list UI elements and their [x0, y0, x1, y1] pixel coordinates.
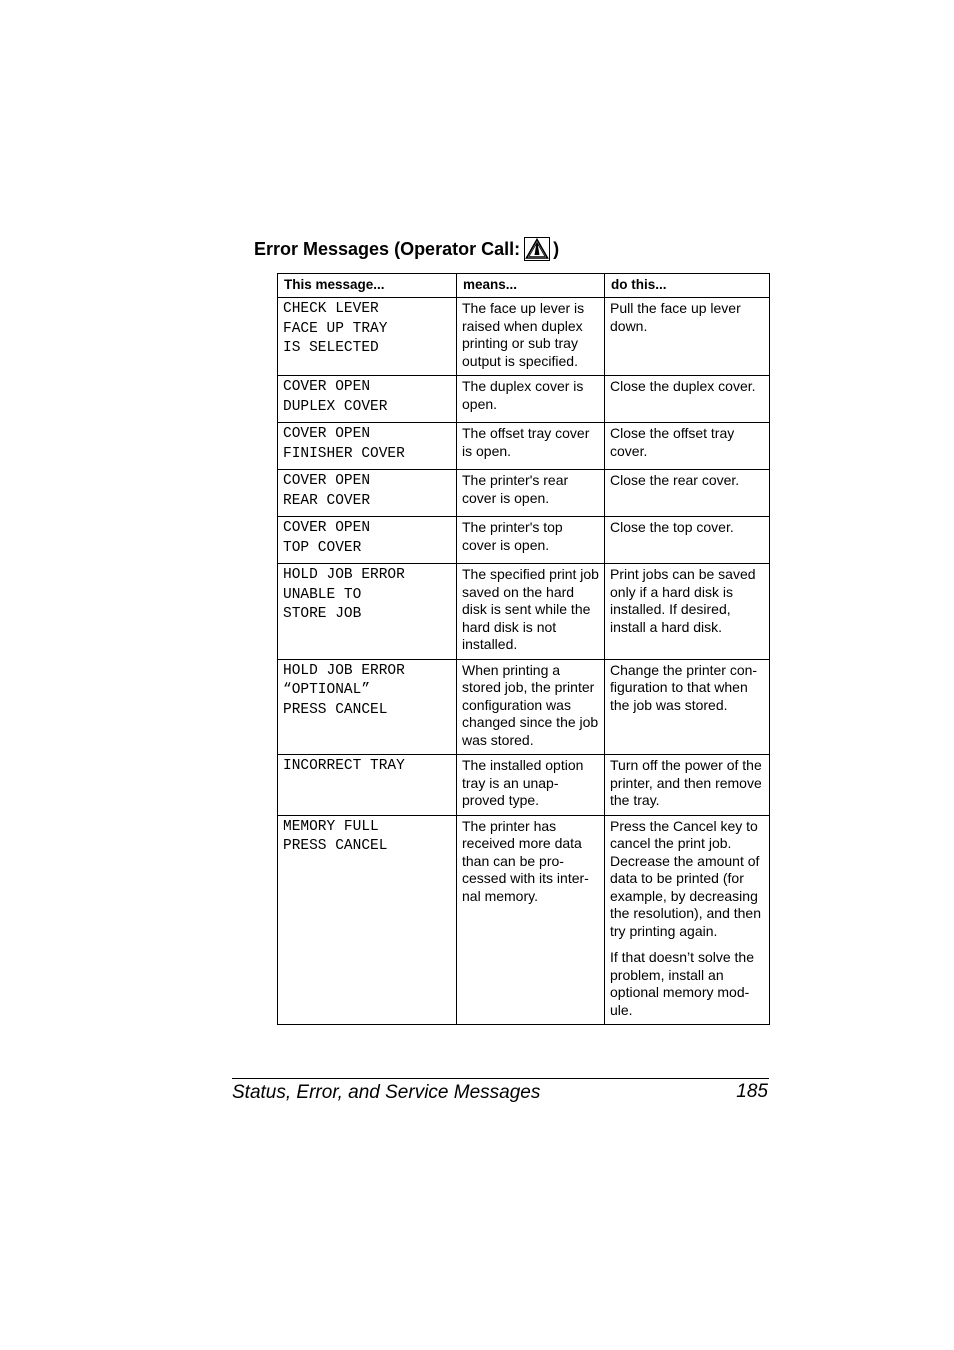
message-line: HOLD JOB ERROR [283, 662, 405, 679]
table-row [278, 815, 770, 1025]
message-line: DUPLEX COVER [283, 398, 388, 415]
message-line: COVER OPEN [283, 426, 371, 442]
action-cell [605, 376, 770, 423]
message-cell [278, 298, 457, 376]
page-number: 185 [736, 1081, 768, 1102]
action-cell [605, 517, 770, 564]
message-line: FINISHER COVER [283, 445, 405, 462]
action-cell [605, 470, 770, 517]
action-cell [605, 423, 770, 470]
table-row [278, 659, 770, 755]
column-header-action: do this... [605, 274, 770, 298]
message-cell [278, 659, 457, 755]
table-row [278, 564, 770, 660]
message-line: COVER OPEN [283, 520, 371, 536]
message-line: CHECK LEVER [283, 301, 379, 317]
action-cell [605, 659, 770, 755]
action-paragraph: Close the offset tray cover. [610, 425, 735, 459]
action-paragraph: Turn off the power of the printer, and then remove the tray. [610, 757, 762, 808]
table-row [278, 470, 770, 517]
message-line: INCORRECT TRAY [283, 758, 405, 774]
message-line: HOLD JOB ERROR [283, 567, 405, 583]
action-paragraph: If that doesn’t solve the problem, install an optional memory mod-ule. [610, 949, 754, 1018]
means-cell: The printer's top cover is open. [457, 517, 605, 564]
means-cell: The specified print job saved on the hard disk is sent while the hard disk is not installed. [457, 564, 605, 660]
message-line: MEMORY FULL [283, 818, 379, 835]
action-cell [605, 564, 770, 660]
table-row [278, 755, 770, 816]
means-cell: The installed option tray is an unap-proved type. [457, 755, 605, 816]
action-paragraph: Pull the face up lever down. [610, 300, 741, 334]
heading-close: ) [553, 238, 560, 259]
message-cell [278, 564, 457, 660]
action-paragraph: Close the top cover. [610, 519, 734, 535]
message-cell [278, 470, 457, 517]
section-heading [254, 236, 559, 262]
table-row [278, 376, 770, 423]
action-paragraph: Change the printer con-figuration to that when the job was stored. [610, 661, 758, 713]
message-line: FACE UP TRAY [283, 320, 388, 337]
message-line: PRESS CANCEL [283, 838, 388, 854]
column-header-message: This message... [278, 274, 457, 298]
table-row [278, 423, 770, 470]
message-line: PRESS CANCEL [283, 701, 388, 718]
action-paragraph: Press the Cancel key to cancel the print job. Decrease the amount of data to be printed (for example, by decreasing the resolution), and then try printing again. [610, 817, 761, 939]
message-line: “OPTIONAL” [283, 682, 371, 698]
message-line: IS SELECTED [283, 340, 379, 356]
means-cell: The offset tray cover is open. [457, 423, 605, 470]
warning-triangle-icon [524, 237, 550, 261]
message-cell [278, 517, 457, 564]
table-header-row [278, 274, 770, 298]
table-row [278, 517, 770, 564]
means-cell: The face up lever is raised when duplex printing or sub tray output is specified. [457, 298, 605, 376]
message-line: REAR COVER [283, 492, 371, 509]
action-paragraph: Close the duplex cover. [610, 378, 756, 394]
footer-section-title: Status, Error, and Service Messages [232, 1082, 541, 1103]
footer-rule [232, 1078, 769, 1079]
action-cell [605, 755, 770, 816]
message-line: STORE JOB [283, 606, 362, 622]
means-cell: When printing a stored job, the printer configuration was changed since the job was stored. [457, 659, 605, 755]
message-cell [278, 423, 457, 470]
message-line: COVER OPEN [283, 473, 371, 489]
action-paragraph: Close the rear cover. [610, 472, 740, 488]
table-row [278, 298, 770, 376]
action-cell [605, 298, 770, 376]
column-header-means: means... [457, 274, 605, 298]
message-line: UNABLE TO [283, 586, 362, 603]
action-cell [605, 815, 770, 1025]
message-cell [278, 755, 457, 816]
heading-text: Error Messages (Operator Call: [254, 238, 521, 259]
message-line: COVER OPEN [283, 379, 371, 395]
message-cell [278, 815, 457, 1025]
means-cell: The printer has received more data than can be pro-cessed with its inter-nal memory. [457, 815, 605, 1025]
action-paragraph: Print jobs can be saved only if a hard disk is installed. If desired, install a hard disk. [610, 566, 756, 635]
means-cell: The printer's rear cover is open. [457, 470, 605, 517]
means-cell: The duplex cover is open. [457, 376, 605, 423]
message-line: TOP COVER [283, 539, 362, 556]
error-messages-table [277, 273, 770, 1025]
message-cell [278, 376, 457, 423]
